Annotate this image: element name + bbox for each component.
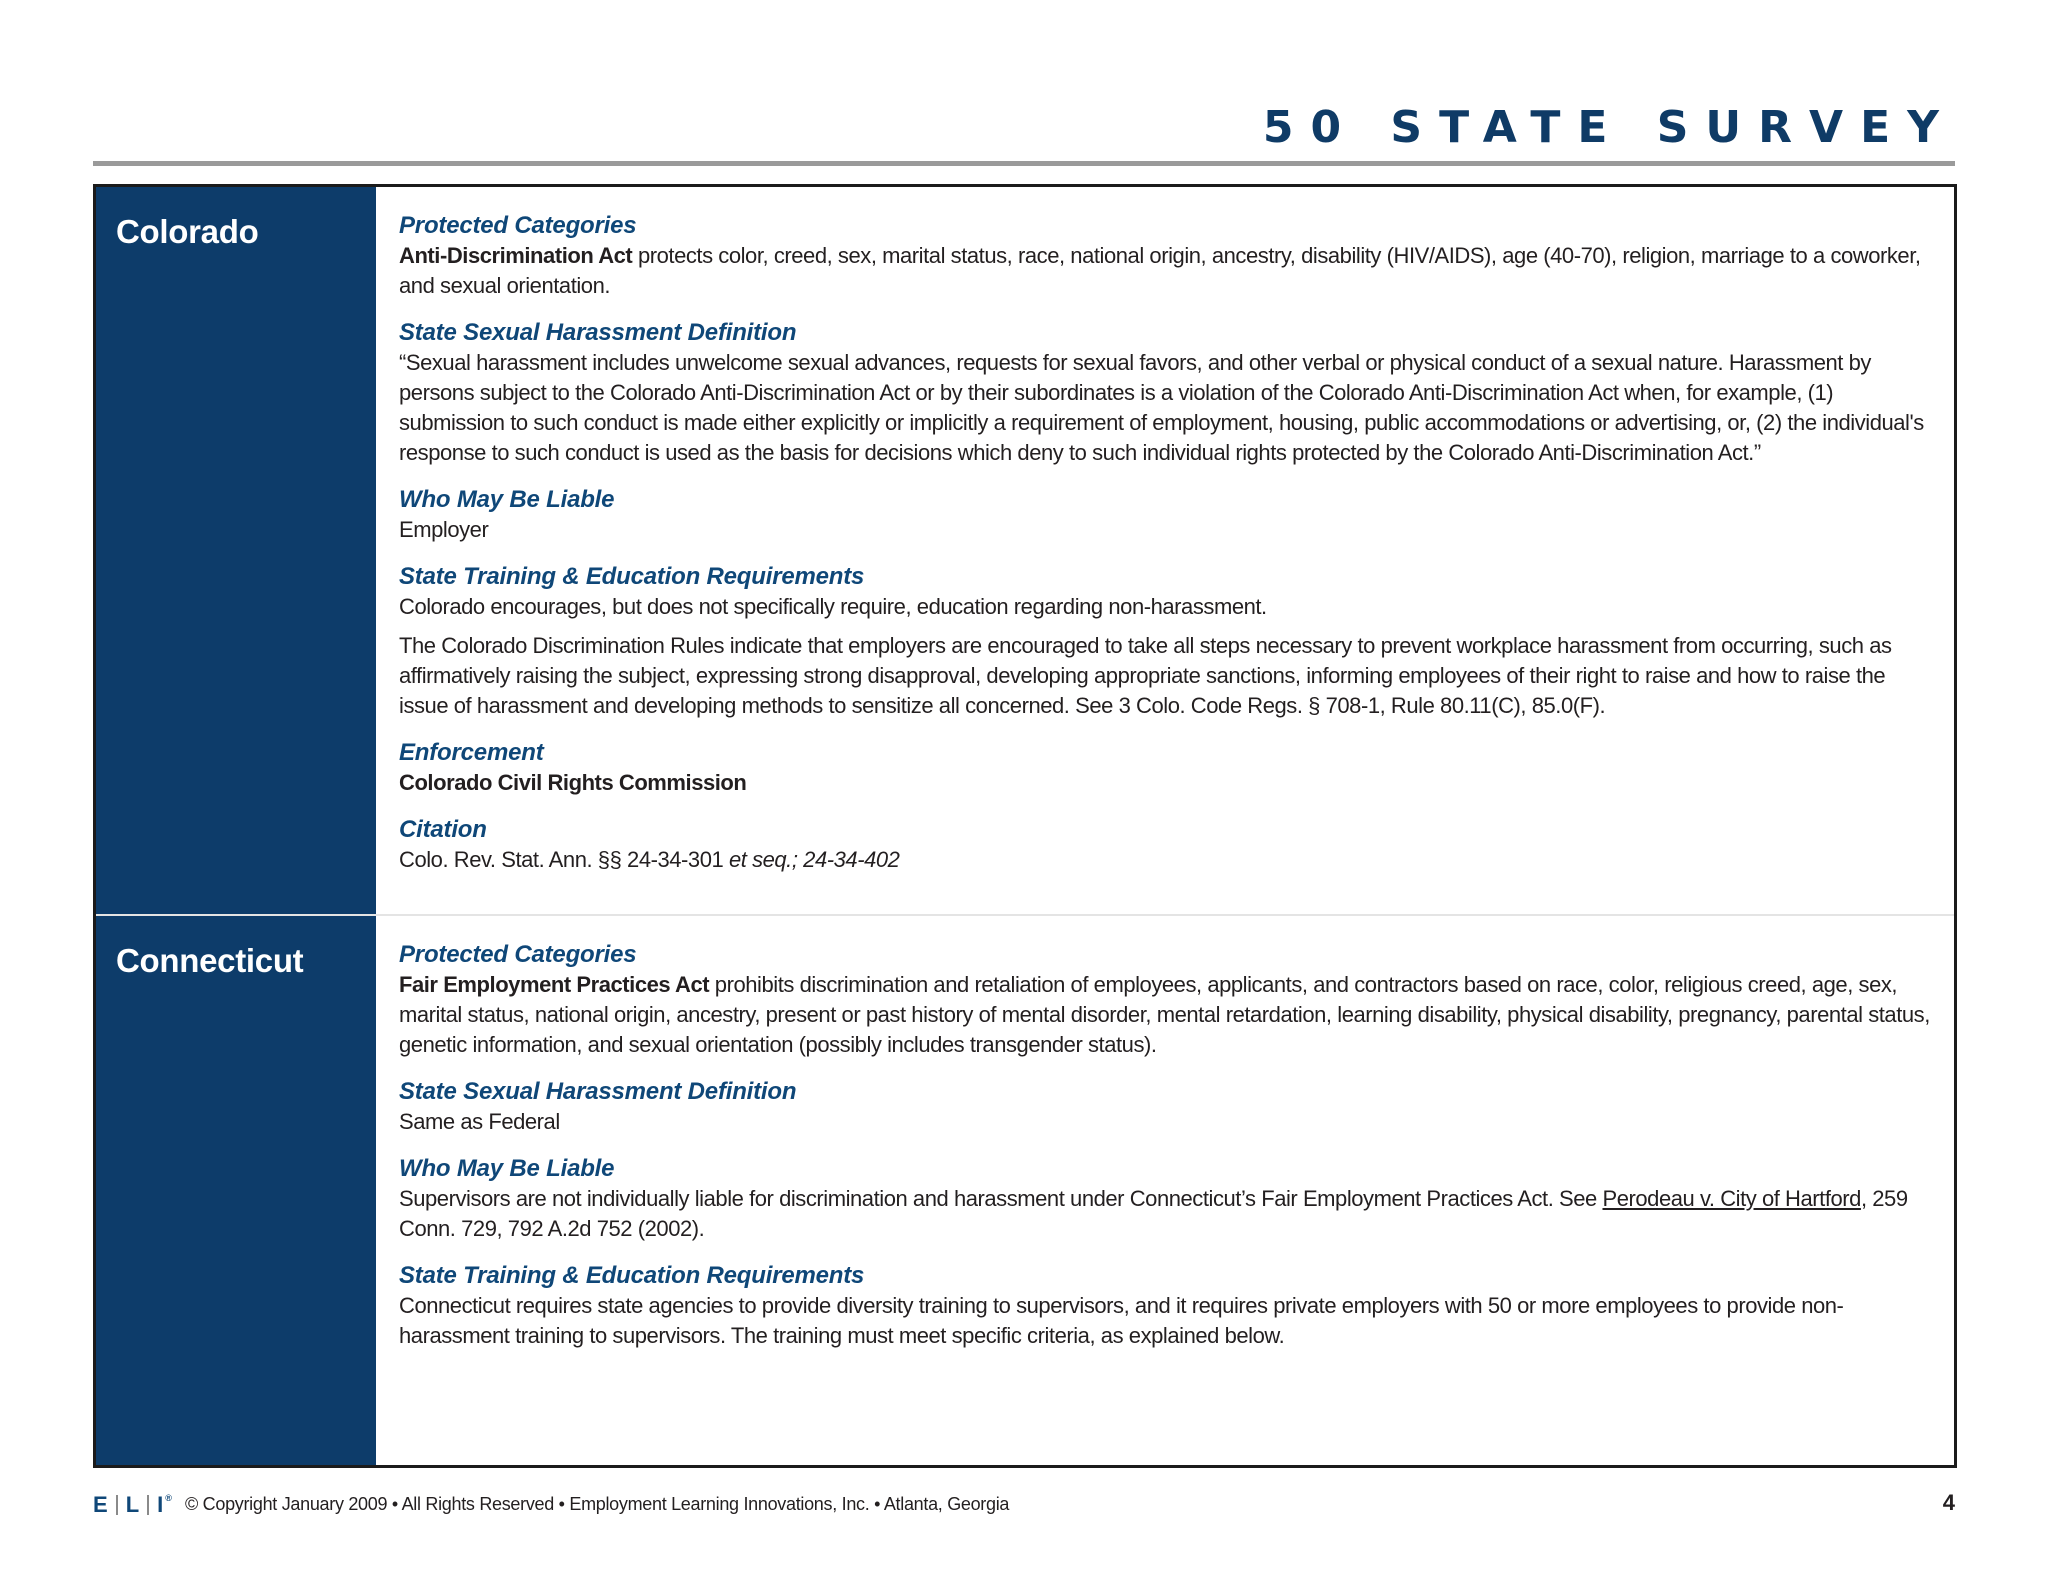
section-body: Connecticut requires state agencies to provide diversity training to supervisors, and it requires private employers with 50 or more employees to provide non-harassment training to supervisors. The training must meet specific criteria, as explained below. (399, 1293, 1844, 1348)
section-title: Protected Categories (399, 941, 637, 968)
body-text: , 259 Conn. 729, 792 A.2d 752 (2002). (399, 1186, 1908, 1241)
section-body: Employer (399, 517, 489, 542)
case-name: Perodeau v. City of Hartford (1602, 1186, 1861, 1211)
section-body: Colorado Civil Rights Commission (399, 770, 747, 795)
section-body: Same as Federal (399, 1109, 560, 1134)
section-citation (399, 815, 1934, 875)
paragraph: The Colorado Discrimination Rules indicate that employers are encouraged to take all steps necessary to prevent workplace harassment from occurring, such as affirmatively raising the subject, expressing strong disapproval, developing appropriate sanctions, informing employees of their right to raise and how to raise the issue of harassment and developing methods to sensitize all concerned. See 3 Colo. Code Regs. § 708-1, Rule 80.11(C), 85.0(F). (399, 633, 1892, 718)
section-enforcement (399, 738, 1934, 798)
section-title: State Training & Education Requirements (399, 563, 865, 590)
section-title: Citation (399, 816, 487, 843)
logo-divider (116, 1495, 118, 1515)
section-body (399, 970, 1934, 1060)
section-training-requirements (399, 562, 1934, 721)
state-name: Connecticut (116, 942, 304, 979)
logo-letter: L (125, 1492, 140, 1517)
registered-mark: ® (165, 1493, 172, 1503)
section-title: State Sexual Harassment Definition (399, 319, 797, 346)
section-title: Who May Be Liable (399, 1155, 615, 1182)
body-text: prohibits discrimination and retaliation of employees, applicants, and contractors based on race, color, religious creed, age, sex, marital status, national origin, ancestry, present or past history of mental disorder, mental retardation, learning disability, physical disability, pregnancy, parental status, genetic information, and sexual orientation (possibly includes transgender status). (399, 972, 1930, 1057)
section-title: Protected Categories (399, 212, 637, 239)
header-rule (93, 161, 1955, 166)
section-body (399, 845, 1934, 875)
section-who-may-be-liable (399, 485, 1934, 545)
section-who-may-be-liable (399, 1154, 1934, 1244)
section-harassment-definition (399, 318, 1934, 468)
logo-divider (147, 1495, 149, 1515)
logo-letter: E (93, 1492, 108, 1517)
state-label-column (96, 916, 376, 1465)
survey-title: 50 STATE SURVEY (1262, 102, 1956, 153)
state-label-column (96, 187, 376, 915)
act-name: Fair Employment Practices Act (399, 972, 710, 997)
section-harassment-definition (399, 1077, 1934, 1137)
eli-logo (93, 1492, 172, 1518)
body-text: protects color, creed, sex, marital status, race, national origin, ancestry, disability (HIV/AIDS), age (40-70), religion, marriage to a coworker, and sexual orientation. (399, 243, 1921, 298)
citation-italic: et seq.; 24-34-402 (728, 847, 900, 872)
section-body (399, 592, 1934, 721)
body-text: Supervisors are not individually liable for discrimination and harassment under Connecticut’s Fair Employment Practices Act. See (399, 1186, 1603, 1211)
section-body (399, 1184, 1934, 1244)
section-protected-categories (399, 940, 1934, 1060)
state-name: Colorado (116, 213, 259, 250)
paragraph: Colorado encourages, but does not specifically require, education regarding non-harassment. (399, 594, 1267, 619)
state-content (376, 916, 1954, 1465)
copyright-notice: © Copyright January 2009 • All Rights Reserved • Employment Learning Innovations, Inc. • Atlanta, Georgia (185, 1494, 1010, 1514)
section-protected-categories (399, 211, 1934, 301)
footer (93, 1490, 1955, 1520)
section-title: Who May Be Liable (399, 486, 615, 513)
section-title: Enforcement (399, 739, 544, 766)
section-body (399, 241, 1934, 301)
section-title: State Training & Education Requirements (399, 1262, 865, 1289)
act-name: Anti-Discrimination Act (399, 243, 633, 268)
state-table (93, 184, 1957, 1468)
section-body: “Sexual harassment includes unwelcome sexual advances, requests for sexual favors, and other verbal or physical conduct of a sexual nature. Harassment by persons subject to the Colorado Anti-Discrimination Act or by their subordinates is a violation of the Colorado Anti-Discrimination Act when, for example, (1) submission to such conduct is made either explicitly or implicitly a requirement of employment, housing, public accommodations or advertising, or, (2) the individual's response to such conduct is used as the basis for decisions which deny to such individual rights protected by the Colorado Anti-Discrimination Act.” (399, 350, 1924, 465)
state-row-connecticut (96, 916, 1954, 1465)
section-title: State Sexual Harassment Definition (399, 1078, 797, 1105)
citation-text: Colo. Rev. Stat. Ann. §§ 24-34-301 (399, 847, 729, 872)
state-content (376, 187, 1954, 915)
logo-letter: I (157, 1492, 164, 1517)
page-number: 4 (1942, 1490, 1955, 1515)
state-row-colorado (96, 187, 1954, 915)
section-training-requirements (399, 1261, 1934, 1351)
